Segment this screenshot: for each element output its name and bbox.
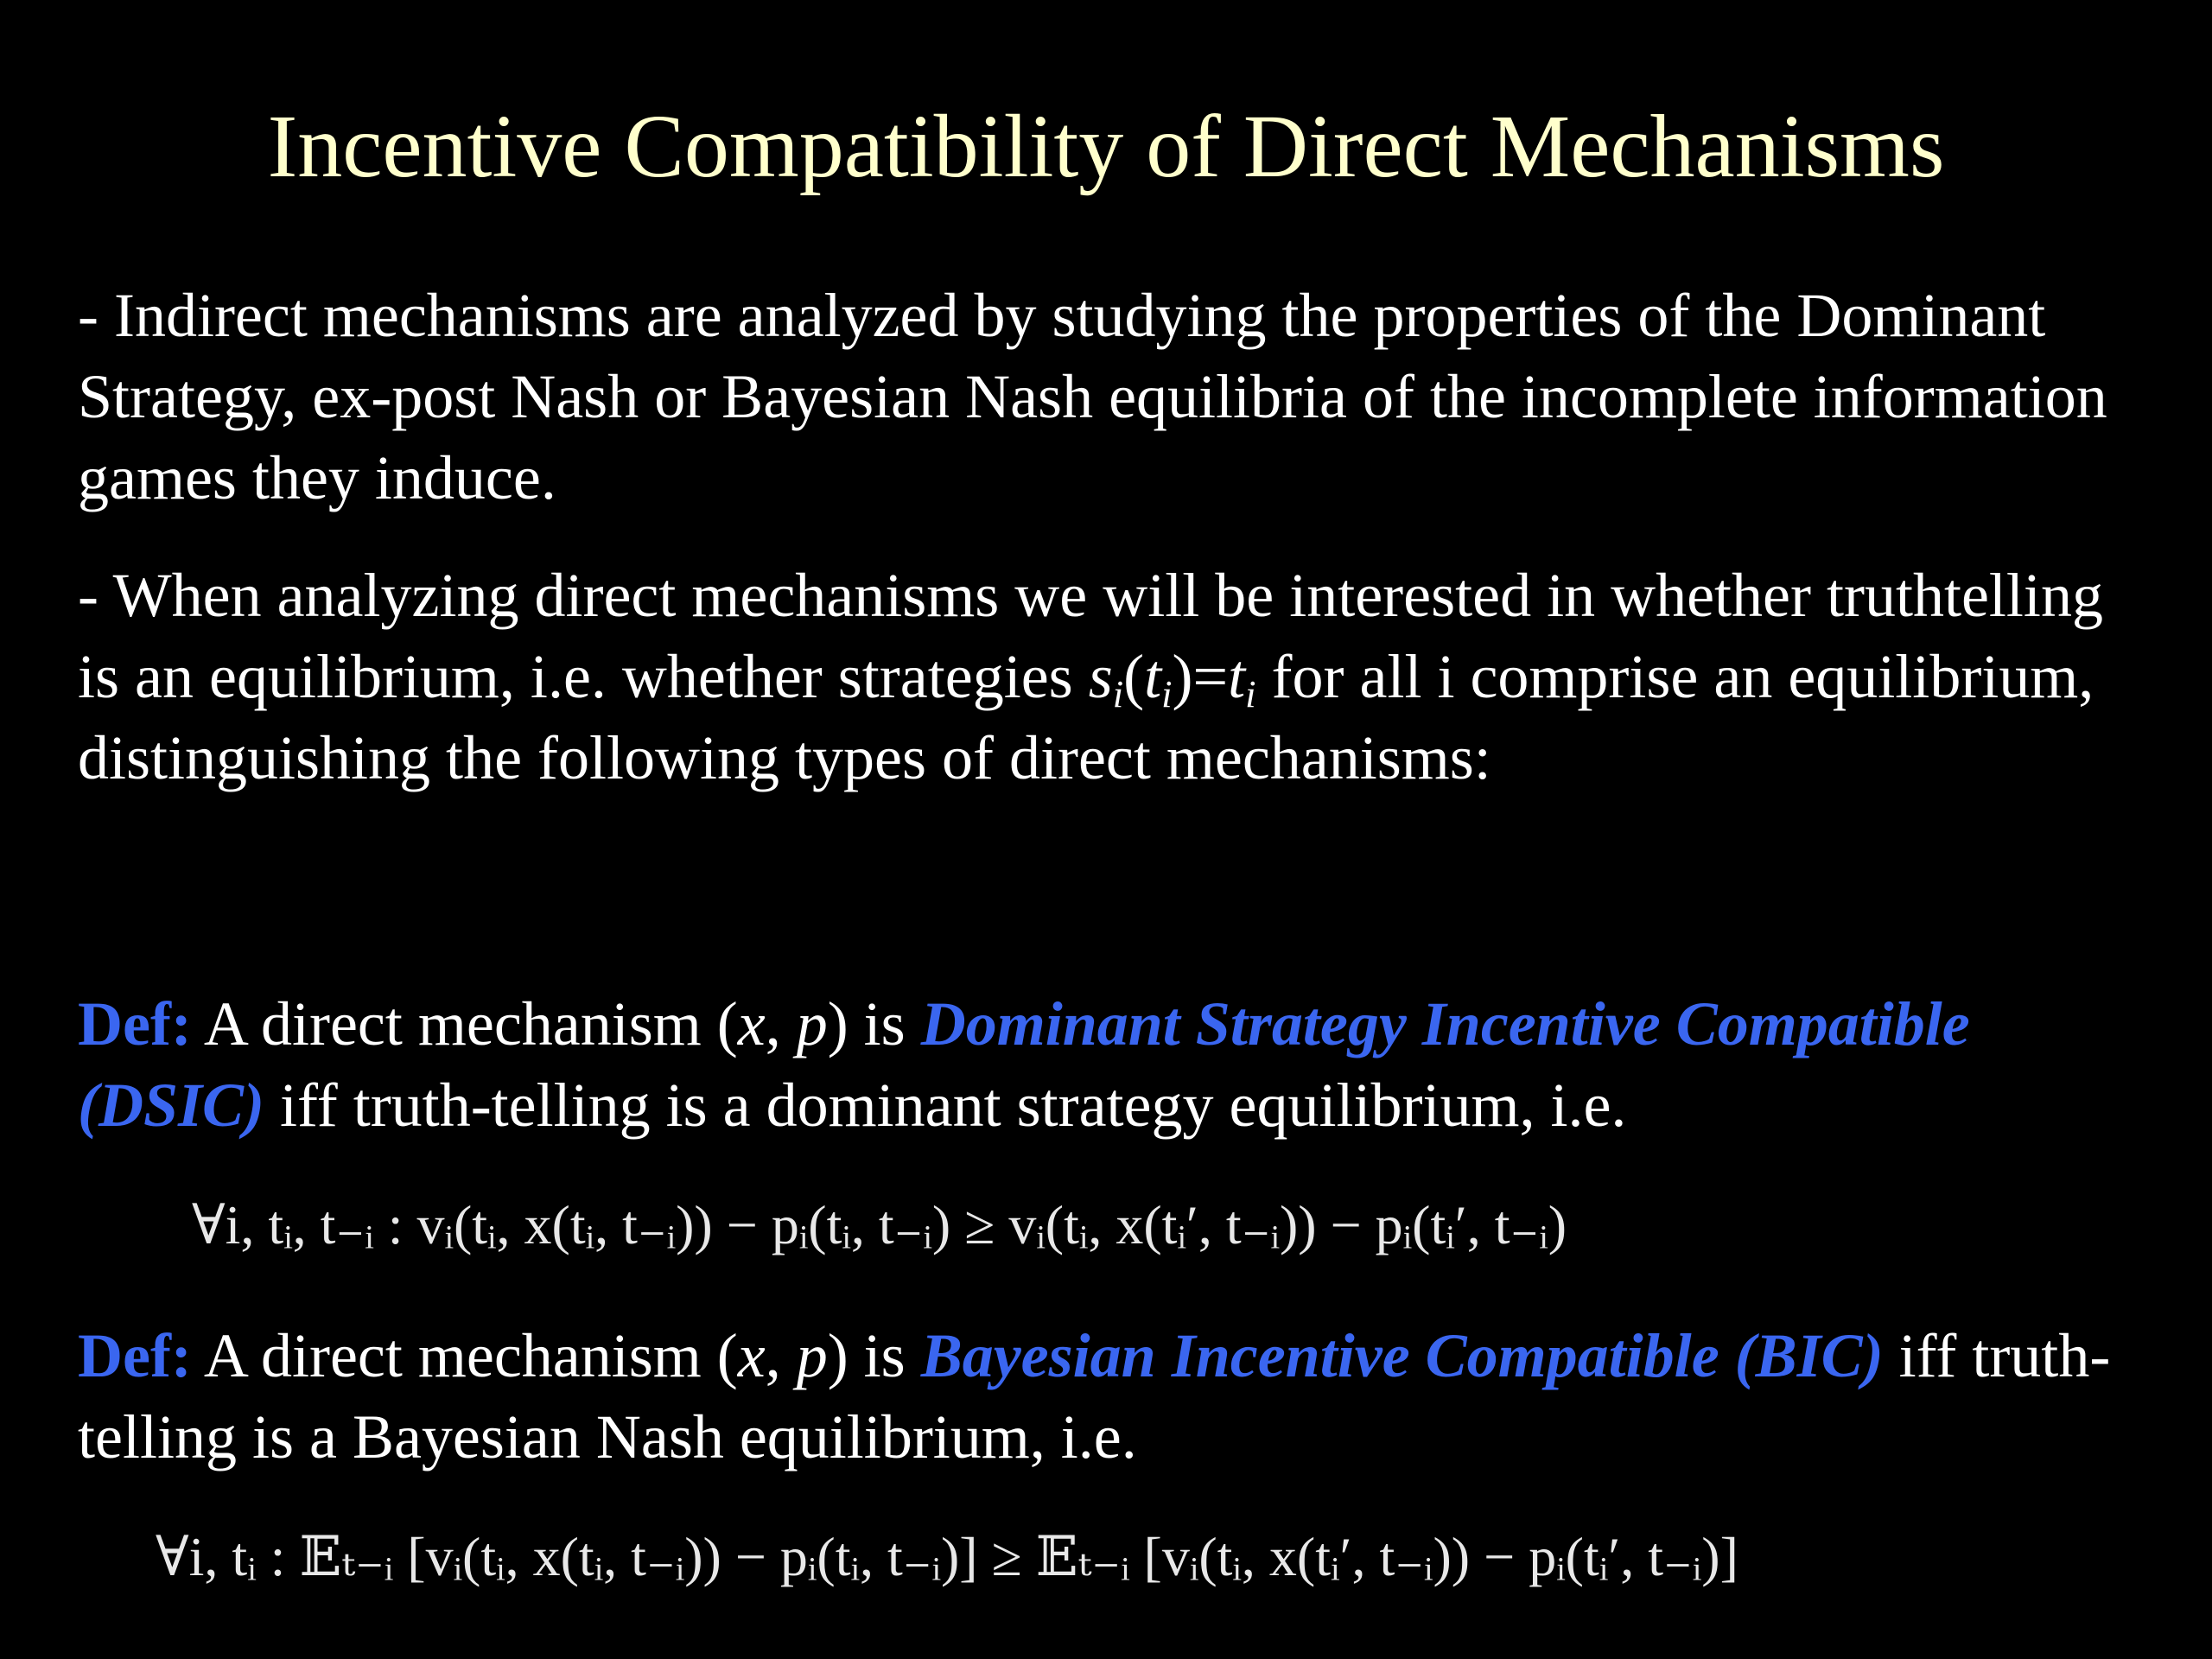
slide-title: Incentive Compatibility of Direct Mechanisms <box>267 97 1945 196</box>
paragraph-direct-mechanisms <box>78 555 2134 798</box>
def-text: iff truth-telling is a dominant strategy equilibrium, i.e. <box>264 1071 1627 1140</box>
def-text: iff truth-telling is a Bayesian Nash equilibrium, i.e. <box>78 1321 2111 1471</box>
bic-term: Bayesian Incentive Compatible (BIC) <box>920 1321 1884 1390</box>
allocation-symbol: x <box>737 989 766 1058</box>
def-text: A direct mechanism ( <box>191 989 738 1058</box>
dsic-term: Dominant Strategy Incentive Compatible (DSIC) <box>78 989 1970 1140</box>
definition-bic <box>78 1315 2169 1478</box>
payment-symbol: p <box>796 1321 828 1390</box>
equals-sign: )= <box>1172 642 1229 711</box>
subscript-i: i <box>1112 672 1124 716</box>
subscript-i: i <box>1245 672 1256 716</box>
type-symbol: t <box>1228 642 1246 711</box>
para2-text-after: for all i comprise an equilibrium, distinguishing the following types of direct mechanisms: <box>78 642 2094 792</box>
def-text: ) is <box>827 1321 921 1390</box>
comma: , <box>765 989 797 1058</box>
def-label: Def: <box>78 1321 192 1390</box>
paragraph-indirect-mechanisms: - Indirect mechanisms are analyzed by studying the properties of the Dominant Strategy, ex-post Nash or Bayesian Nash equilibria of the incomplete information games they induce. <box>78 281 2107 512</box>
comma: , <box>765 1321 797 1390</box>
allocation-symbol: x <box>737 1321 766 1390</box>
subscript-i: i <box>1161 672 1173 716</box>
definition-dsic <box>78 983 2169 1146</box>
payment-symbol: p <box>796 989 828 1058</box>
def-label: Def: <box>78 989 192 1058</box>
para2-text-before: - When analyzing direct mechanisms we will be interested in whether truthtelling is an equilibrium, i.e. whether strategies <box>78 561 2103 711</box>
type-symbol: t <box>1144 642 1162 711</box>
strategy-symbol: s <box>1088 642 1113 711</box>
bic-formula: ∀i, tᵢ : 𝔼ₜ₋ᵢ [vᵢ(tᵢ, x(tᵢ, t₋ᵢ)) − pᵢ(tᵢ, t₋ᵢ)] ≥ 𝔼ₜ₋ᵢ [vᵢ(tᵢ, x(tᵢ′, t₋ᵢ)) − pᵢ(tᵢ′, t₋ᵢ)] <box>156 1526 1738 1587</box>
def-text: A direct mechanism ( <box>191 1321 738 1390</box>
def-text: ) is <box>827 989 921 1058</box>
dsic-formula: ∀i, tᵢ, t₋ᵢ : vᵢ(tᵢ, x(tᵢ, t₋ᵢ)) − pᵢ(tᵢ, t₋ᵢ) ≥ vᵢ(tᵢ, x(tᵢ′, t₋ᵢ)) − pᵢ(tᵢ′, t₋ᵢ) <box>192 1194 1567 1255</box>
open-paren: ( <box>1123 642 1145 711</box>
